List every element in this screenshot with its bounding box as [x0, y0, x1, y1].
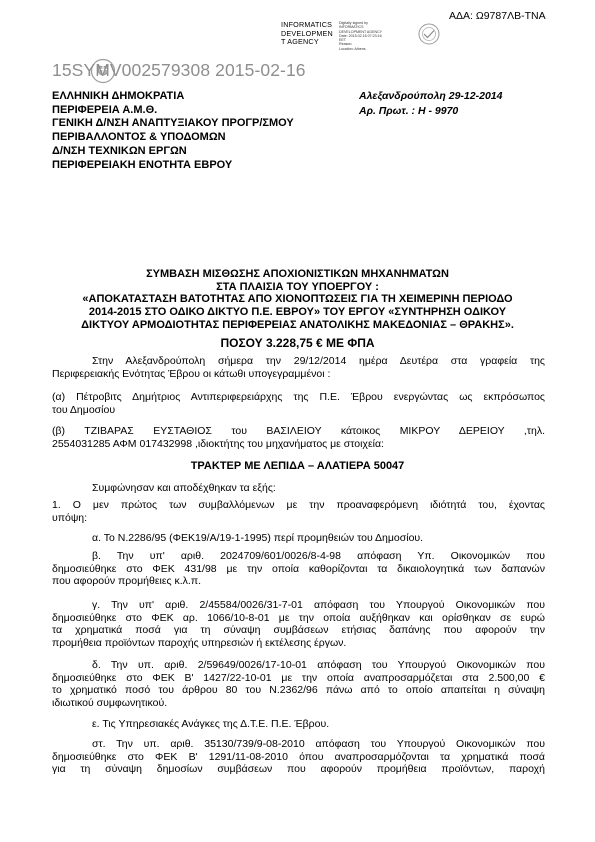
title-line: ΣΥΜΒΑΣΗ ΜΙΣΘΩΣΗΣ ΑΠΟΧΙΟΝΙΣΤΙΚΩΝ ΜΗΧΑΝΗΜΑΤΩΝ — [146, 268, 449, 280]
org-line: Δ/ΝΣΗ ΤΕΧΝΙΚΩΝ ΕΡΓΩΝ — [52, 144, 187, 157]
clause-item-c — [52, 599, 545, 649]
text-line: Συμφώνησαν και αποδέχθηκαν τα εξής: — [92, 482, 276, 494]
org-line: ΓΕΝΙΚΗ Δ/ΝΣΗ ΑΝΑΠΤΥΞΙΑΚΟΥ ΠΡΟΓΡ/ΣΜΟΥ — [52, 117, 294, 130]
contract-title — [40, 268, 555, 332]
title-line: «ΑΠΟΚΑΤΑΣΤΑΣΗ ΒΑΤΟΤΗΤΑΣ ΑΠΟ ΧΙΟΝΟΠΤΩΣΕΙΣ ΓΙΑ ΤΗ ΧΕΙΜΕΡΙΝΗ ΠΕΡΙΟΔΟ — [82, 293, 513, 306]
signature-line: Digitally signed by — [339, 21, 368, 25]
logo-line: INFORMATICS — [281, 20, 333, 29]
org-line: ΠΕΡΙΒΑΛΛΟΝΤΟΣ & ΥΠΟΔΟΜΩΝ — [52, 131, 226, 144]
protocol-number: Αρ. Πρωτ. : Η - 9970 — [359, 105, 459, 117]
signature-line: EET — [339, 38, 346, 43]
org-line: ΠΕΡΙΦΕΡΕΙΑ Α.Μ.Θ. — [52, 103, 158, 116]
text-line: δημοσιεύθηκε στο ΦΕΚ Β' 1427/22-10-01 με την οποία αναπροσαρμόζεται στα 2.500,00 € — [52, 671, 545, 684]
logo-line: T AGENCY — [281, 37, 319, 47]
text-line: ιδιωτικού συμφωνητικού. — [52, 696, 168, 709]
machine-description: ΤΡΑΚΤΕΡ ΜΕ ΛΕΠΙΔΑ – ΑΛΑΤΙΕΡΑ 50047 — [190, 460, 405, 472]
party-a-paragraph — [52, 391, 545, 416]
org-line: ΠΕΡΙΦΕΡΕΙΑΚΗ ΕΝΟΤΗΤΑ ΕΒΡΟΥ — [52, 158, 233, 171]
text-line: υπόψη: — [52, 511, 88, 524]
text-line: Στην Αλεξανδρούπολη σήμερα την 29/12/2014 ημέρα Δευτέρα στα γραφεία της — [92, 355, 545, 367]
text-line: τα χρηματικά ποσά για τη σύναψη συμβάσεων ετήσιας δαπάνης που αφορούν την — [52, 624, 545, 637]
signature-line: DEVELOPMENT AGENCY — [339, 29, 383, 34]
contract-amount: ΠΟΣΟΥ 3.228,75 € ΜΕ ΦΠΑ — [220, 336, 375, 350]
registration-stamp: 15SYMV002579308 2015-02-16 — [52, 60, 306, 80]
informatics-logo-text — [281, 21, 333, 47]
text-line: του Δημοσίου — [52, 403, 116, 416]
text-line: β. Την υπ' αριθ. 2024709/601/0026/8-4-98 απόφαση Υπ. Οικονομικών που — [92, 550, 545, 562]
signature-line: Date: 2015.02.16 07:23:16 — [339, 33, 382, 38]
organization-block — [52, 90, 294, 172]
signature-line: INFORMATICS — [339, 25, 364, 30]
place-date: Αλεξανδρούπολη 29-12-2014 — [359, 90, 503, 102]
text-line: ε. Τις Υπηρεσιακές Ανάγκες της Δ.Τ.Ε. Π.Ε. Έβρου. — [92, 718, 330, 730]
clause-item-a — [52, 532, 545, 545]
text-line: δ. Την υπ. αριθ. 2/59649/0026/17-10-01 απόφαση του Υπουργού Οικονομικών που — [92, 659, 545, 671]
clause-item-e — [52, 718, 545, 731]
text-line: δημοσιεύθηκε στο ΦΕΚ αρ. 1066/10-8-01 με την οποία αυξήθηκαν και ορίσθηκαν σε ευρώ — [52, 611, 545, 624]
text-line: 2554031285 ΑΦΜ 017432998 ,ιδιοκτήτης του μηχανήματος με στοιχεία: — [52, 437, 384, 450]
text-line: γ. Την υπ' αριθ. 2/45584/0026/31-7-01 απόφαση του Υπουργού Οικονομικών που — [92, 599, 545, 611]
clause-item-b — [52, 550, 545, 588]
text-line: που αφορούν προμήθειες κ.λ.π. — [52, 575, 201, 588]
ada-code: ΑΔΑ: Ω9787ΛΒ-ΤΝΑ — [449, 10, 546, 22]
text-line: στ. Την υπ. αριθ. 35130/739/9-08-2010 απόφαση του Υπουργού Οικονομικών που — [92, 738, 545, 750]
clause-1-paragraph — [52, 499, 545, 524]
org-line: ΕΛΛΗΝΙΚΗ ΔΗΜΟΚΡΑΤΙΑ — [52, 90, 185, 102]
text-line: δημοσιεύθηκε στο ΦΕΚ Β' 1291/11-08-2010 όπου αναπροσαρμόζονται τα χρηματικά ποσά — [52, 750, 545, 763]
logo-line: DEVELOPMEN — [281, 28, 333, 38]
signature-seal-icon — [417, 22, 441, 46]
title-line: ΔΙΚΤΥΟΥ ΑΡΜΟΔΙΟΤΗΤΑΣ ΠΕΡΙΦΕΡΕΙΑΣ ΑΝΑΤΟΛΙΚΗΣ ΜΑΚΕΔΟΝΙΑΣ – ΘΡΑΚΗΣ». — [81, 318, 514, 331]
title-line: 2014-2015 ΣΤΟ ΟΔΙΚΟ ΔΙΚΤΥΟ Π.Ε. ΕΒΡΟΥ» ΤΟΥ ΕΡΓΟΥ «ΣΥΝΤΗΡΗΣΗ ΟΔΙΚΟΥ — [88, 306, 507, 319]
text-line: για τη σύναψη δημοσίων συμβάσεων που αφορούν προμήθεια προϊόντων, παροχή — [52, 763, 545, 776]
digital-signature-info — [339, 21, 382, 51]
signature-line: Location: Athens — [339, 46, 366, 51]
text-line: α. Το Ν.2286/95 (ΦΕΚ19/Α/19-1-1995) περί προμηθειών του Δημοσίου. — [92, 532, 424, 544]
clause-item-d — [52, 659, 545, 709]
text-line: (α) Πέτροβιτς Δημήτριος Αντιπεριφερειάρχης της Π.Ε. Έβρου ενεργώντας ως εκπρόσωπος — [52, 391, 545, 403]
text-line: 1. Ο μεν πρώτος των συμβαλλόμενων με την προαναφερόμενη ιδιότητά του, έχοντας — [52, 499, 545, 511]
text-line: Περιφερειακής Ενότητας Έβρου οι κάτωθι υπογεγραμμένοι : — [52, 367, 331, 380]
text-line: προμήθεια προϊόντων παροχής υπηρεσιών ή εκτέλεσης έργων. — [52, 636, 347, 649]
party-b-paragraph — [52, 425, 545, 450]
clause-item-f — [52, 738, 545, 776]
intro-paragraph — [52, 355, 545, 380]
title-line: ΣΤΑ ΠΛΑΙΣΙΑ ΤΟΥ ΥΠΟΕΡΓΟΥ : — [216, 280, 379, 293]
signature-line: Reason: — [339, 42, 353, 47]
text-line: το χρηματικό ποσό του άρθρου 80 του Ν.2362/96 πάνω από το οποίο απαιτείται η σύναψη — [52, 684, 545, 697]
text-line: δημοσιεύθηκε στο ΦΕΚ 431/98 με την οποία καθορίζονται τα δικαιολογητικά των δαπανών — [52, 562, 545, 575]
agreed-paragraph — [92, 482, 545, 495]
text-line: (β) ΤΖΙΒΑΡΑΣ ΕΥΣΤΑΘΙΟΣ του ΒΑΣΙΛΕΙΟΥ κάτοικος ΜΙΚΡΟΥ ΔΕΡΕΙΟΥ ,τηλ. — [52, 425, 545, 437]
